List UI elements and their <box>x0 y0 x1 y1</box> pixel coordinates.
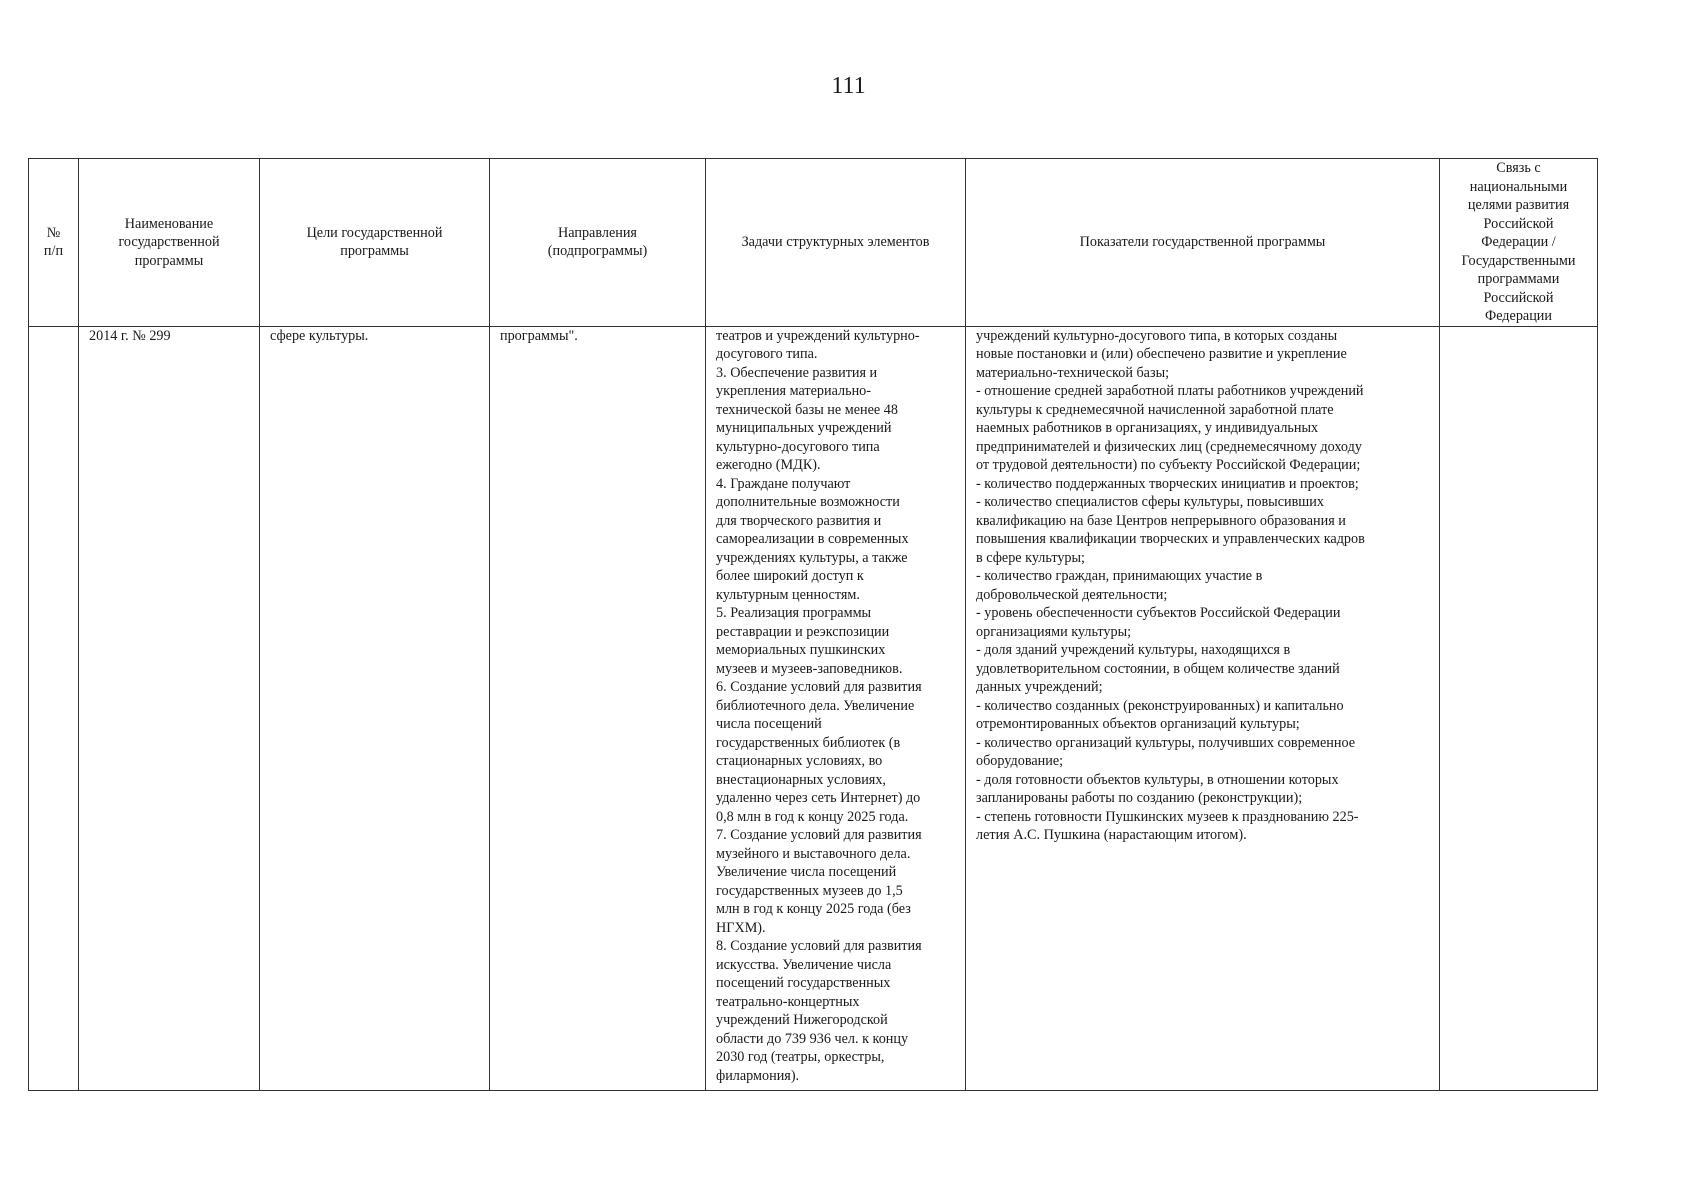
cell-tasks: театров и учреждений культурно- досугового типа. 3. Обеспечение развития и укрепления материально- технической базы не менее 48 муниципальных учреждений культурно-досугового типа ежегодно (МДК). 4. Граждане получают дополнительные возможности для творческого развития и самореализации в современных учреждениях культуры, а также более широкий доступ к культурным ценностям. 5. Реализация программы реставрации и реэкспозиции мемориальных пушкинских музеев и музеев-заповедников. 6. Создание условий для развития библиотечного дела. Увеличение числа посещений государственных библиотек (в стационарных условиях, во внестационарных условиях, удаленно через сеть Интернет) до 0,8 млн в год к концу 2025 года. 7. Создание условий для развития музейного и выставочного дела. Увеличение числа посещений государственных музеев до 1,5 млн в год к концу 2025 года (без НГХМ). 8. Создание условий для развития искусства. Увеличение числа посещений государственных театрально-концертных учреждений Нижегородской области до 739 936 чел. к концу 2030 год (театры, оркестры, филармония). <box>706 326 966 1090</box>
table-header-row <box>29 159 1598 327</box>
header-tasks: Задачи структурных элементов <box>706 159 966 327</box>
header-program-goals: Цели государственной программы <box>260 159 490 327</box>
page-number: 111 <box>831 73 866 99</box>
cell-number <box>29 326 79 1090</box>
header-national-goals-link: Связь с национальными целями развития Российской Федерации / Государственными программами Российской Федерации <box>1440 159 1598 327</box>
table-row <box>29 326 1598 1090</box>
cell-program-name: 2014 г. № 299 <box>79 326 260 1090</box>
state-program-table <box>28 158 1598 1091</box>
cell-program-goals: сфере культуры. <box>260 326 490 1090</box>
header-directions: Направления (подпрограммы) <box>490 159 706 327</box>
header-indicators: Показатели государственной программы <box>966 159 1440 327</box>
cell-national-goals-link <box>1440 326 1598 1090</box>
header-program-name: Наименование государственной программы <box>79 159 260 327</box>
cell-directions: программы". <box>490 326 706 1090</box>
cell-indicators: учреждений культурно-досугового типа, в которых созданы новые постановки и (или) обеспечено развитие и укрепление материально-технической базы; - отношение средней заработной платы работников учреждений культуры к среднемесячной начисленной заработной плате наемных работников в организациях, у индивидуальных предпринимателей и физических лиц (среднемесячному доходу от трудовой деятельности) по субъекту Российской Федерации; - количество поддержанных творческих инициатив и проектов; - количество специалистов сферы культуры, повысивших квалификацию на базе Центров непрерывного образования и повышения квалификации творческих и управленческих кадров в сфере культуры; - количество граждан, принимающих участие в добровольческой деятельности; - уровень обеспеченности субъектов Российской Федерации организациями культуры; - доля зданий учреждений культуры, находящихся в удовлетворительном состоянии, в общем количестве зданий данных учреждений; - количество созданных (реконструированных) и капитально отремонтированных объектов организаций культуры; - количество организаций культуры, получивших современное оборудование; - доля готовности объектов культуры, в отношении которых запланированы работы по созданию (реконструкции); - степень готовности Пушкинских музеев к празднованию 225- летия А.С. Пушкина (нарастающим итогом). <box>966 326 1440 1090</box>
header-number: № п/п <box>29 159 79 327</box>
